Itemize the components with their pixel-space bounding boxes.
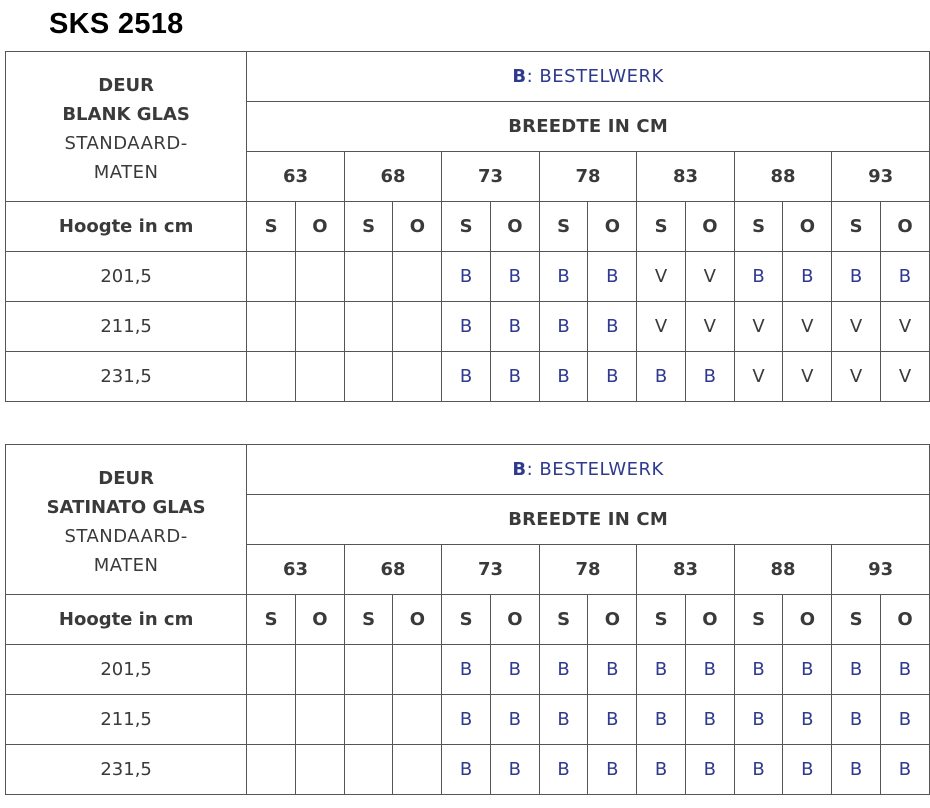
other-label: O — [783, 595, 832, 645]
availability-cell: B — [588, 352, 637, 402]
other-label: O — [295, 595, 344, 645]
availability-cell: B — [880, 645, 929, 695]
width-header: BREEDTE IN CM — [247, 495, 930, 545]
availability-cell: B — [637, 745, 686, 795]
availability-cell — [393, 745, 442, 795]
availability-cell — [247, 695, 296, 745]
single-label: S — [344, 595, 393, 645]
single-label: S — [832, 202, 881, 252]
availability-cell: V — [832, 302, 881, 352]
availability-cell — [393, 352, 442, 402]
other-label: O — [685, 595, 734, 645]
availability-cell: B — [539, 645, 588, 695]
availability-cell — [247, 745, 296, 795]
availability-cell: V — [880, 302, 929, 352]
availability-cell: B — [490, 352, 539, 402]
door-type-line3: STANDAARD- — [64, 525, 188, 547]
door-type-line2: BLANK GLAS — [62, 103, 190, 125]
width-value: 93 — [832, 545, 930, 595]
height-value: 211,5 — [6, 302, 247, 352]
availability-cell: B — [734, 252, 783, 302]
availability-cell: B — [588, 252, 637, 302]
legend — [247, 52, 930, 102]
availability-cell: B — [442, 252, 491, 302]
availability-cell: V — [832, 352, 881, 402]
width-value: 63 — [247, 545, 345, 595]
legend-text: : BESTELWERK — [526, 459, 664, 480]
single-label: S — [247, 595, 296, 645]
table-row — [6, 695, 930, 745]
table-row — [6, 745, 930, 795]
table-row — [6, 352, 930, 402]
availability-cell — [393, 302, 442, 352]
other-label: O — [880, 595, 929, 645]
availability-cell: V — [734, 302, 783, 352]
single-label: S — [539, 595, 588, 645]
availability-cell: B — [588, 302, 637, 352]
availability-cell: V — [734, 352, 783, 402]
single-label: S — [344, 202, 393, 252]
single-label: S — [247, 202, 296, 252]
door-type-line1: DEUR — [98, 74, 154, 96]
availability-cell — [295, 302, 344, 352]
width-value: 68 — [344, 152, 442, 202]
availability-cell: B — [734, 645, 783, 695]
width-value: 78 — [539, 545, 637, 595]
availability-cell: B — [490, 252, 539, 302]
availability-cell: B — [685, 352, 734, 402]
other-label: O — [490, 202, 539, 252]
single-label: S — [539, 202, 588, 252]
other-label: O — [588, 202, 637, 252]
width-value: 88 — [734, 545, 832, 595]
availability-cell — [393, 695, 442, 745]
page-title: SKS 2518 — [49, 8, 184, 40]
availability-cell: B — [880, 745, 929, 795]
availability-cell — [344, 695, 393, 745]
availability-cell: B — [783, 745, 832, 795]
height-value: 211,5 — [6, 695, 247, 745]
availability-cell: B — [637, 695, 686, 745]
single-label: S — [442, 595, 491, 645]
availability-cell: B — [734, 745, 783, 795]
other-label: O — [295, 202, 344, 252]
availability-cell — [295, 252, 344, 302]
availability-cell: B — [783, 695, 832, 745]
availability-cell — [295, 695, 344, 745]
availability-cell: B — [490, 695, 539, 745]
availability-cell: B — [539, 252, 588, 302]
availability-cell: B — [734, 695, 783, 745]
height-header: Hoogte in cm — [6, 202, 247, 252]
availability-cell — [247, 352, 296, 402]
availability-cell: B — [637, 352, 686, 402]
width-value: 83 — [637, 152, 735, 202]
availability-cell: B — [588, 645, 637, 695]
availability-cell: B — [783, 645, 832, 695]
availability-cell — [393, 645, 442, 695]
availability-cell: B — [783, 252, 832, 302]
availability-cell: B — [539, 695, 588, 745]
door-type-line4: MATEN — [93, 161, 159, 183]
other-label: O — [685, 202, 734, 252]
availability-cell: B — [442, 352, 491, 402]
width-value: 83 — [637, 545, 735, 595]
width-value: 93 — [832, 152, 930, 202]
other-label: O — [588, 595, 637, 645]
availability-cell: B — [442, 645, 491, 695]
availability-cell: B — [588, 695, 637, 745]
availability-cell: B — [880, 252, 929, 302]
availability-cell — [344, 352, 393, 402]
legend-text: : BESTELWERK — [526, 66, 664, 87]
single-label: S — [637, 202, 686, 252]
width-header: BREEDTE IN CM — [247, 102, 930, 152]
height-value: 201,5 — [6, 645, 247, 695]
other-label: O — [393, 202, 442, 252]
availability-cell: V — [783, 352, 832, 402]
availability-cell: B — [685, 695, 734, 745]
size-table-2 — [5, 444, 930, 795]
availability-cell: V — [783, 302, 832, 352]
availability-cell: V — [685, 302, 734, 352]
availability-cell — [393, 252, 442, 302]
availability-cell: B — [832, 695, 881, 745]
single-label: S — [734, 595, 783, 645]
door-type-label — [6, 52, 247, 202]
single-label: S — [442, 202, 491, 252]
height-header: Hoogte in cm — [6, 595, 247, 645]
availability-cell — [247, 645, 296, 695]
availability-cell — [247, 302, 296, 352]
table-row — [6, 302, 930, 352]
availability-cell: B — [880, 695, 929, 745]
availability-cell: V — [637, 252, 686, 302]
availability-cell: B — [539, 745, 588, 795]
availability-cell: B — [539, 352, 588, 402]
availability-cell: B — [539, 302, 588, 352]
availability-cell — [344, 745, 393, 795]
availability-cell: B — [685, 645, 734, 695]
other-label: O — [490, 595, 539, 645]
availability-cell: B — [685, 745, 734, 795]
availability-cell: V — [637, 302, 686, 352]
door-type-line2: SATINATO GLAS — [46, 496, 206, 518]
availability-cell — [344, 645, 393, 695]
availability-cell: B — [588, 745, 637, 795]
availability-cell: B — [490, 645, 539, 695]
other-label: O — [393, 595, 442, 645]
availability-cell: B — [832, 252, 881, 302]
height-value: 201,5 — [6, 252, 247, 302]
legend-key: B — [512, 66, 527, 87]
width-value: 78 — [539, 152, 637, 202]
availability-cell — [295, 645, 344, 695]
availability-cell: V — [685, 252, 734, 302]
width-value: 73 — [442, 152, 540, 202]
width-value: 63 — [247, 152, 345, 202]
door-type-line4: MATEN — [93, 554, 159, 576]
table-row — [6, 252, 930, 302]
width-value: 68 — [344, 545, 442, 595]
availability-cell — [295, 352, 344, 402]
table-row — [6, 645, 930, 695]
availability-cell — [344, 302, 393, 352]
width-value: 88 — [734, 152, 832, 202]
availability-cell: B — [442, 302, 491, 352]
availability-cell: B — [637, 645, 686, 695]
availability-cell: V — [880, 352, 929, 402]
availability-cell: B — [442, 745, 491, 795]
other-label: O — [783, 202, 832, 252]
height-value: 231,5 — [6, 745, 247, 795]
availability-cell: B — [490, 745, 539, 795]
other-label: O — [880, 202, 929, 252]
height-value: 231,5 — [6, 352, 247, 402]
size-table-1 — [5, 51, 930, 402]
width-value: 73 — [442, 545, 540, 595]
legend-key: B — [512, 459, 527, 480]
door-type-line3: STANDAARD- — [64, 132, 188, 154]
availability-cell — [295, 745, 344, 795]
availability-cell — [344, 252, 393, 302]
availability-cell: B — [442, 695, 491, 745]
door-type-line1: DEUR — [98, 467, 154, 489]
single-label: S — [637, 595, 686, 645]
availability-cell: B — [832, 745, 881, 795]
single-label: S — [734, 202, 783, 252]
availability-cell: B — [490, 302, 539, 352]
single-label: S — [832, 595, 881, 645]
door-type-label — [6, 445, 247, 595]
legend — [247, 445, 930, 495]
availability-cell: B — [832, 645, 881, 695]
availability-cell — [247, 252, 296, 302]
